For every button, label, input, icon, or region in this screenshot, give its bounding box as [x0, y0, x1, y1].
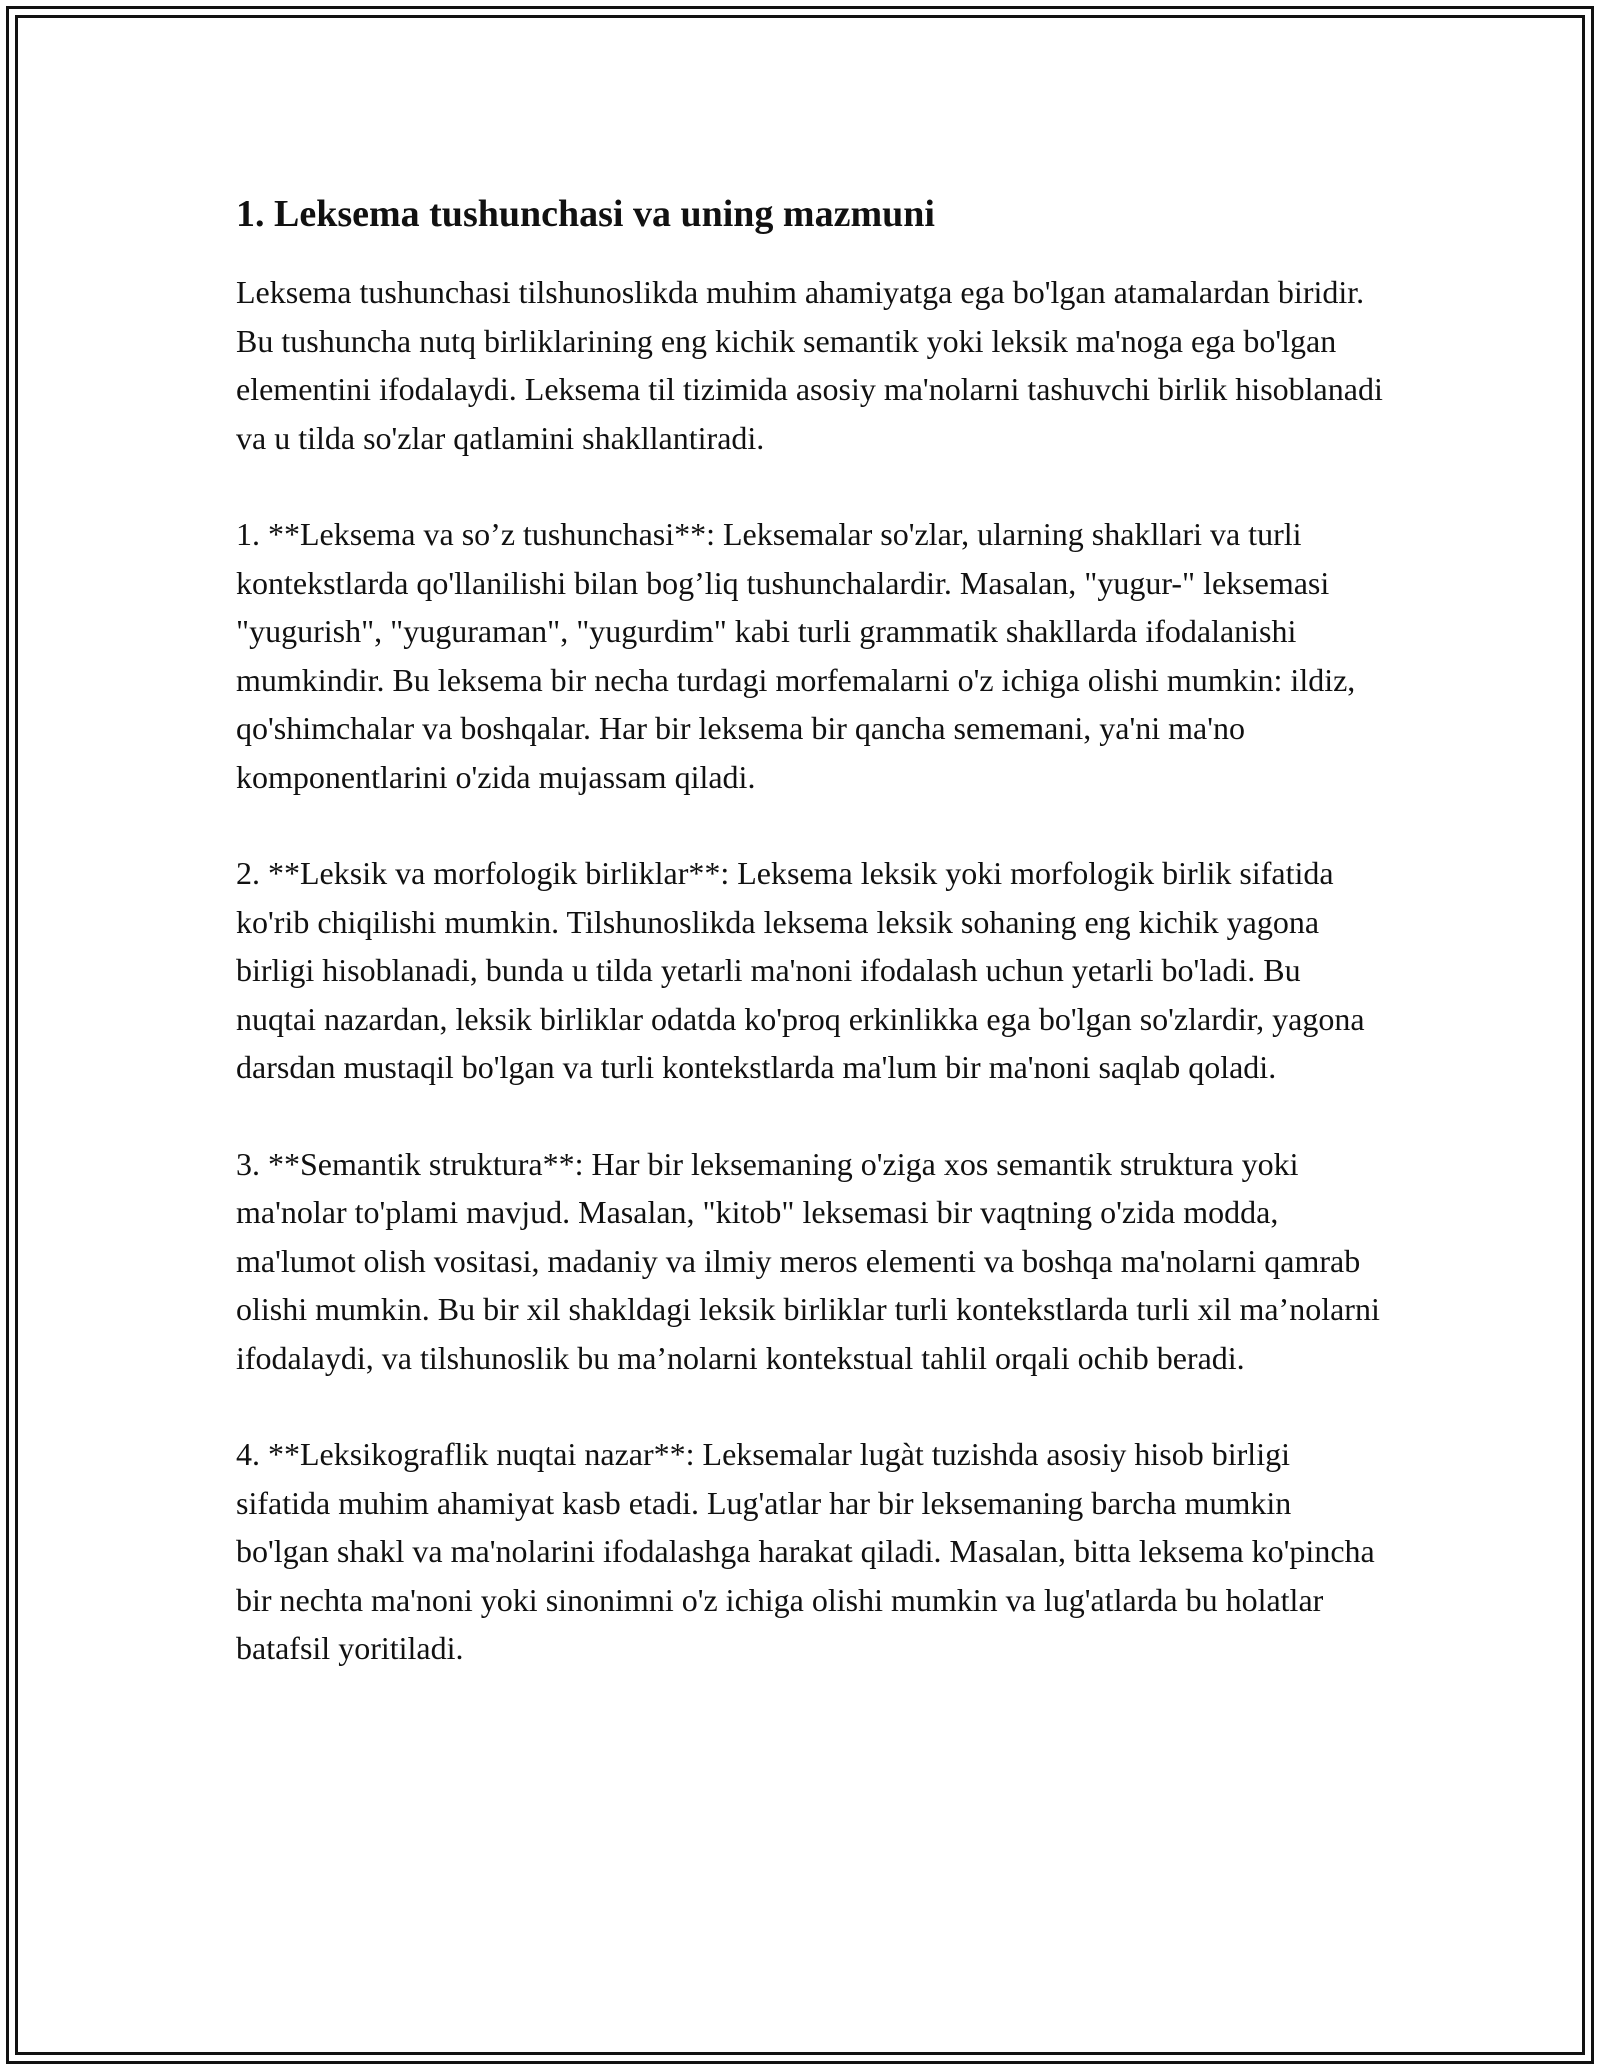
document-body: [236, 186, 1386, 1721]
paragraph-point-2: 2. **Leksik va morfologik birliklar**: Leksema leksik yoki morfologik birlik sifatida ko'rib chiqilishi mumkin. Tilshunoslikda leksema leksik sohaning eng kichik yagona birligi hisoblanadi, bunda u tilda yetarli ma'noni ifodalash uchun yetarli bo'ladi. Bu nuqtai nazardan, leksik birliklar odatda ko'proq erkinlikka ega bo'lgan so'zlardir, yagona darsdan mustaqil bo'lgan va turli kontekstlarda ma'lum bir ma'noni saqlab qoladi.: [236, 855, 1365, 1085]
paragraph-point-1: 1. **Leksema va so’z tushunchasi**: Leksemalar so'zlar, ularning shakllari va turli kontekstlarda qo'llanilishi bilan bog’liq tushunchalardir. Masalan, "yugur-" leksemasi "yugurish", "yuguraman", "yugurdim" kabi turli grammatik shakllarda ifodalanishi mumkindir. Bu leksema bir necha turdagi morfemalarni o'z ichiga olishi mumkin: ildiz, qo'shimchalar va boshqalar. Har bir leksema bir qancha sememani, ya'ni ma'no komponentlarini o'zida mujassam qiladi.: [236, 516, 1356, 795]
document-title: 1. Leksema tushunchasi va uning mazmuni: [236, 193, 935, 235]
paragraph-point-4: 4. **Leksikograflik nuqtai nazar**: Leksemalar lugàt tuzishda asosiy hisob birligi sifatida muhim ahamiyat kasb etadi. Lug'atlar har bir leksemaning barcha mumkin bo'lgan shakl va ma'nolarini ifodalashga harakat qiladi. Masalan, bitta leksema ko'pincha bir nechta ma'noni yoki sinonimni o'z ichiga olishi mumkin va lug'atlarda bu holatlar batafsil yoritiladi.: [236, 1436, 1375, 1666]
paragraph-intro: Leksema tushunchasi tilshunoslikda muhim ahamiyatga ega bo'lgan atamalardan biridir. Bu tushuncha nutq birliklarining eng kichik semantik yoki leksik ma'noga ega bo'lgan elementini ifodalaydi. Leksema til tizimida asosiy ma'nolarni tashuvchi birlik hisoblanadi va u tilda so'zlar qatlamini shakllantiradi.: [236, 274, 1383, 456]
paragraph-point-3: 3. **Semantik struktura**: Har bir leksemaning o'ziga xos semantik struktura yoki ma'nolar to'plami mavjud. Masalan, "kitob" leksemasi bir vaqtning o'zida modda, ma'lumot olish vositasi, madaniy va ilmiy meros elementi va boshqa ma'nolarni qamrab olishi mumkin. Bu bir xil shakldagi leksik birliklar turli kontekstlarda turli xil ma’nolarni ifodalaydi, va tilshunoslik bu ma’nolarni kontekstual tahlil orqali ochib beradi.: [236, 1145, 1380, 1376]
